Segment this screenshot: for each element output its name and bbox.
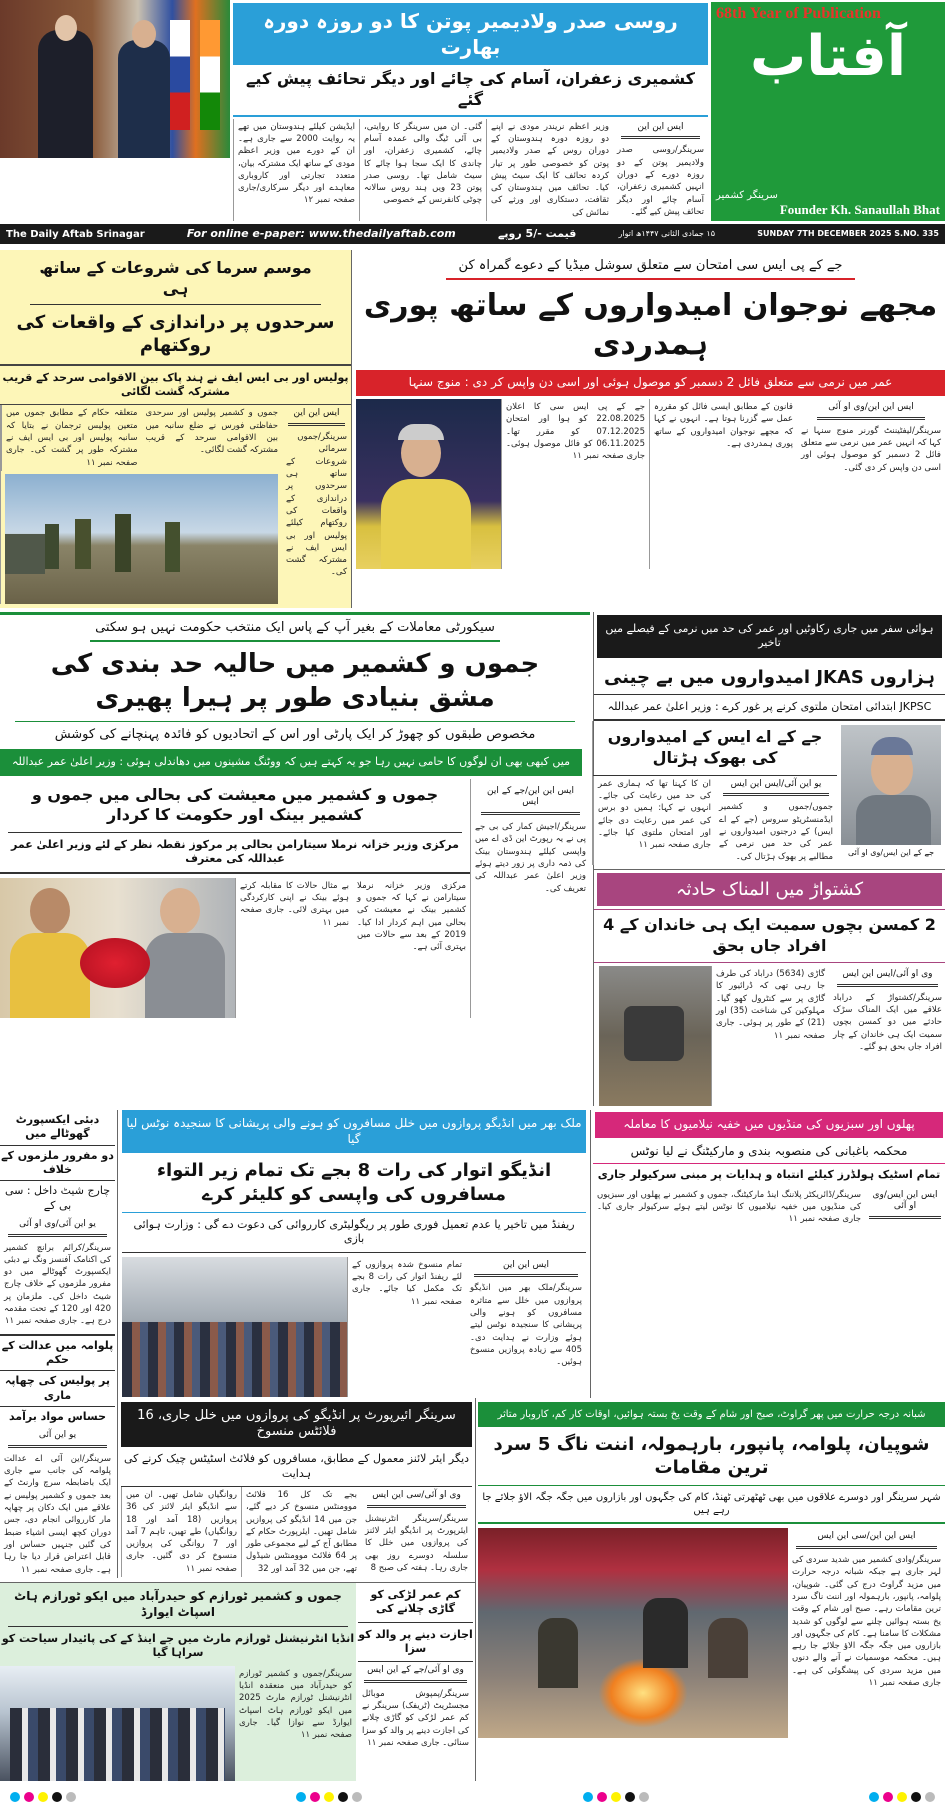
- masthead-logo: آفتاب: [749, 24, 907, 90]
- agency-credit: ایس این ایس/وی او آئی: [869, 1187, 941, 1219]
- minor-driver-story: [356, 1582, 475, 1781]
- article-body: ان کا کہنا تھا کہ ہماری عمر کی حد میں رعایت کی جائے۔ انہوں نے کہا: ہمیں دو برس کی عمر میں رعایت دی جائے اور امتحان ملتوی کیا جائے۔ جاری صفحہ نمبر ۱۱: [598, 778, 711, 851]
- article-body: سرینگر/ڈائریکٹر پلاننگ اینڈ مارکیٹنگ، جموں و کشمیر نے پھلوں اور سبزیوں کی منڈیوں میں خفیہ نیلامیوں کا نوٹس لیتے ہوئے سرکیولر جاری کیا۔ جاری صفحہ نمبر ۱۱: [597, 1189, 861, 1225]
- article-body: ایڈیشن کیلئے ہندوستان میں تھے یہ روایت 2000 سے جاری ہے۔ ان کے دورے میں وزیر اعظم مودی کے ساتھ ایک مشترکہ بیان، متعدد تجارتی اور کاروباری معاہدے اور دیگر سرکاری/جاری صفحہ نمبر ۱۲: [238, 121, 355, 206]
- headline: چارج شیٹ داخل : سی بی کے: [4, 1184, 111, 1212]
- subhead: تمام اسٹیک ہولڈرز کیلئے انتباہ و ہدایات پر مبنی سرکیولر جاری: [597, 1168, 941, 1182]
- blue-strap: ملک بھر میں انڈیگو پروازوں میں خلل مسافروں کو ہونے والی پریشانی کا سنجیدہ نوٹس لیا گیا: [122, 1110, 586, 1153]
- indigo-story: [118, 1110, 590, 1397]
- article-body: گاڑی (5634) دراباد کی طرف جا رہی تھی کہ ڈرائیور کا گاڑی پر سے کنٹرول کھو گیا۔ مہلوکین کی شناخت (35) اور (21) کے طور پر ہوئی۔ جاری صفحہ نمبر ۱۱: [716, 969, 825, 1041]
- headline: سرحدوں پر دراندازی کے واقعات کی روکتھام: [0, 305, 351, 366]
- top-story-headline: روسی صدر ولادیمیر پوتن کا دو روزہ دورہ بھارت: [233, 3, 708, 65]
- subhead: شہر سرینگر اور دوسرے علاقوں میں بھی ٹھٹھرتی ٹھنڈ، کام کی جگہوں اور بازاروں میں جگہ جگہ الاؤ جلائے جا رہے ہیں: [478, 1486, 945, 1524]
- bank-story: [0, 779, 590, 1018]
- subhead: مرکزی وزیر خزانہ نرملا سیتارامن بحالی پر مرکوز نقطہ نظر کے لئے وزیر اعلیٰ عمر عبداللہ کی معترف: [0, 833, 470, 874]
- article-body: سرینگر/کشتواڑ کے دراباد علاقے میں ایک المناک سڑک حادثے میں دو کمسن بچوں سمیت ایک ہی خاندان کے چار افراد جاں بحق ہو گئے۔: [833, 992, 942, 1052]
- mandi-story: [590, 1110, 945, 1397]
- agency-credit: ایس این این: [474, 1257, 578, 1278]
- article-body: مرکزی وزیر خزانہ نرملا سیتارامن نے کہا کہ جموں و کشمیر بینک نے معیشت کی بحالی میں اہم کردار ادا کیا۔ 2019 کے بعد سے حالات میں بہتری آئی ہے۔: [357, 880, 466, 953]
- headline: شوپیان، پلوامہ، پانپور، بارہمولہ، اننت ناگ 5 سرد ترین مقامات: [478, 1427, 945, 1487]
- article-body: سرینگر/اجیش کمار کی بی جے پی نے یہ رپورٹ این ڈی اے میں واپسی کیلئے ہندوستان بینک کی ذمہ داری پر زور دیتے ہوئے وزیر اعلیٰ عمر عبداللہ کی تعریف کی۔: [475, 821, 586, 894]
- purple-strap: کشتواڑ میں المناک حادثہ: [597, 873, 942, 906]
- agency-credit: ایس این این/سی این ایس: [796, 1528, 937, 1549]
- info-bar: [0, 224, 945, 244]
- headline: 2 کمسن بچوں سمیت ایک ہی خاندان کے 4 افراد جاں بحق: [594, 909, 945, 963]
- agency-credit: ایس این این: [288, 405, 345, 426]
- headline: کم عمر لڑکی کو گاڑی چلانے کی: [358, 1583, 473, 1623]
- green-strap: میں کبھی بھی ان لوگوں کا حامی نہیں رہا جو یہ کہتے ہیں کہ ووٹنگ مشینوں میں دھاندلی ہوئی : وزیر اعلیٰ عمر عبداللہ: [0, 749, 582, 775]
- subhead: مخصوص طبقوں کو چھوڑ کر ایک پارٹی اور اس کے اتحادیوں کو فائدہ پہنچانے کی کوشش: [54, 727, 536, 743]
- tourism-story: [0, 1582, 356, 1781]
- headline: اجازت دینے پر والد کو سزا: [358, 1623, 473, 1663]
- top-story-subhead: کشمیری زعفران، آسام کی چائے اور دیگر تحائف پیش کیے گئے: [233, 65, 708, 117]
- year-of-publication: 68th Year of Publication: [716, 5, 881, 22]
- agency-credit: ایس این این: [621, 119, 700, 140]
- article-body: قانون کے مطابق ایسی فائل کو مقررہ عمل سے گزرنا ہوتا ہے۔ انہوں نے کہا کہ مجھے نوجوان امیدواروں کے ساتھ پوری ہمدردی ہے۔: [654, 401, 793, 449]
- airport-story: [118, 1398, 475, 1578]
- headline: ہزاروں JKAS امیدواروں میں بے چینی: [594, 661, 945, 695]
- headline: محکمہ باغبانی کی منصوبہ بندی و مارکیٹنگ نے لیا نوٹس: [593, 1140, 945, 1165]
- masthead: [711, 2, 945, 221]
- agency-credit: وی او آئی/سی این ایس: [367, 1487, 466, 1508]
- black-strap: سرینگر ائیرپورٹ پر انڈیگو کی پروازوں میں خلل جاری، 16 فلائٹس منسوخ: [121, 1402, 472, 1448]
- subhead: پولیس اور بی ایس ایف نے ہند پاک بین الاقوامی سرحد کے قریب مشترکہ گشت لگائی: [0, 366, 351, 406]
- agency-credit: وی او آئی/ایس این ایس: [837, 966, 938, 987]
- article-body: سرینگر/این آئی اے عدالت پلوامہ کی جانب سے جاری ایک باضابطہ سرچ وارنٹ کے بعد جموں و کشمیر پولیس نے علاقے میں ایک دکان پر چھاپہ مار کارروائی انجام دی، جس دوران کچھ ایسی اشیاء ضبط کی گئیں جنہیں حساس اور قابل اعتراض قرار دیا جا رہا ہے۔ جاری صفحہ نمبر ۱۱: [4, 1453, 111, 1575]
- green-strap: شبانہ درجہ حرارت میں پھر گراوٹ، صبح اور شام کے وقت یخ بستہ ہوائیں، اوقات کار کم، کاروبار متاثر: [478, 1402, 945, 1427]
- article-body: بے مثال حالات کا مقابلہ کرتے ہوئے بینک نے اپنی کارکردگی میں بہتری لائی۔ جاری صفحہ نمبر ۱۱: [235, 878, 353, 1018]
- registration-marks: [8, 1787, 78, 1806]
- subhead: دیگر ایئر لائنز معمول کے مطابق، مسافروں کو فلائٹ اسٹیٹس چیک کرنے کی ہدایت: [121, 1447, 472, 1487]
- black-strap: ہوائی سفر میں جاری رکاوٹیں اور عمر کی حد میں نرمی کے فیصلے میں تاخیر: [597, 615, 942, 658]
- headline: جے کے اے ایس کے امیدواروں کی بھوک ہڑتال: [593, 721, 837, 776]
- left-briefs: [0, 1110, 118, 1578]
- headline: دبئی ایکسپورٹ گھوٹالے میں: [0, 1110, 115, 1146]
- date-issue: SUNDAY 7TH DECEMBER 2025 S.NO. 335: [757, 229, 939, 239]
- headline: انڈیگو اتوار کی رات 8 بجے تک تمام زیر التواء مسافروں کی واپسی کو کلیئر کرے: [122, 1153, 586, 1213]
- article-body: جموں و کشمیر پولیس اور سرحدی حفاظتی فورس نے ضلع سانبہ میں بین الاقوامی سرحد کے قریب مشترکہ گشت لگائی۔: [145, 408, 278, 456]
- headline: جموں و کشمیر ٹورازم کو حیدرآباد میں ایکو ٹورازم ہاٹ اسپاٹ ایوارڈ: [8, 1583, 348, 1627]
- agency-credit: یو این آئی: [8, 1427, 107, 1448]
- headline: جموں و کشمیر میں معیشت کی بحالی میں جموں و کشمیر بینک اور حکومت کا کردار: [8, 779, 462, 834]
- headline: حساس مواد برآمد: [8, 1409, 107, 1423]
- article-body: وزیر اعظم نریندر مودی نے اپنے دو روزہ دورہ ہندوستان کے دوران روس کے صدر ولادیمیر پوتن کو خصوصی طور پر تیار کردہ تحائف کا ایک سیٹ پیش کیا۔ تحائف میں ہندوستان کی ثقافت، دستکاری اور ورثے کی نمائش کی: [491, 121, 609, 218]
- agency-credit: یو این آئی/وی او آئی: [8, 1216, 107, 1237]
- price: قیمت -/5 روپے: [497, 227, 577, 241]
- article-body: سرینگر/پمپوش موبائل مجسٹریٹ (ٹریفک) سرینگر نے کم عمر لڑکی کو گاڑی چلانے کی اجازت دینے پر والد کو سزا سنائی۔ جاری صفحہ نمبر ۱۱: [362, 1688, 469, 1749]
- article-body: سرینگر/لیفٹیننٹ گورنر منوج سنہا نے کہا کہ انہیں عمر میں نرمی سے متعلق فائل 2 دسمبر کو موصول ہوئی اور اسی دن واپس کر دی گئی۔: [801, 425, 941, 473]
- border-story: [0, 250, 352, 608]
- putin-modi-photo: [0, 0, 230, 158]
- masthead-city: سرینگر کشمیر: [716, 190, 778, 202]
- registration-marks: [581, 1787, 651, 1806]
- founder-line: Founder Kh. Sanaullah Bhat: [779, 202, 940, 218]
- article-body: سرینگر/جموں و کشمیر ٹورازم کو حیدرآباد میں منعقدہ انڈیا انٹرنیشنل ٹورازم مارٹ 2025 میں ایکو ٹورازم ہاٹ اسپاٹ ایوارڈ سے نوازا گیا۔ جاری صفحہ نمبر ۱۱: [239, 1668, 352, 1741]
- agency-credit: ایس این این/جے کے این ایس: [481, 783, 580, 815]
- jkas-story: [594, 615, 945, 865]
- delimitation-story: [0, 612, 590, 776]
- article-body: روانگیاں شامل تھیں۔ ان میں سے انڈیگو ایئر لائنز کی 36 پروازیں (18 آمد اور 18 روانگیاں) طے تھیں، تاہم 7 آمد اور 7 روانگی کی پروازیں منسوخ کر دی گئیں۔ جاری صفحہ نمبر ۱۱: [126, 1489, 237, 1574]
- headline: پلوامہ میں عدالت کے حکم: [0, 1334, 115, 1372]
- article-body: تمام منسوخ شدہ پروازوں کے لئے ریفنڈ اتوار کی رات 8 بجے تک مکمل کیا جائے۔ جاری صفحہ نمبر ۱۱: [352, 1259, 462, 1307]
- registration-marks-row: [0, 1781, 945, 1810]
- manoj-sinha-photo: [356, 399, 501, 569]
- photo-caption: جے کے این ایس/وی او آئی: [847, 848, 935, 858]
- cold-wave-story: [475, 1398, 945, 1781]
- article-body: جموں/جموں و کشمیر ایڈمنسٹریٹو سروس (جے کے اے ایس) کے درجنوں امیدواروں نے عمر کی حد میں نرمی کے مطالبے پر بھوک ہڑتال کی۔: [719, 802, 833, 862]
- paper-name: The Daily Aftab Srinagar: [6, 228, 145, 240]
- epaper-link[interactable]: For online e-paper: www.thedailyaftab.com: [186, 227, 456, 241]
- kishtwar-story: [594, 869, 945, 1106]
- article-body: سرینگر/سرینگر انٹرنیشنل ایئرپورٹ پر انڈیگو ایئر لائنز کی پروازوں میں خلل کا سلسلہ دوسرے روز بھی جاری رہا۔ ہفتہ کی صبح 8: [365, 1513, 468, 1573]
- sitharaman-omar-photo: [0, 878, 235, 1018]
- article-body: بجے تک کل 16 فلائٹ موومنٹس منسوخ کر دیے گئے، جن میں 14 انڈیگو کی پروازیں شامل تھیں۔ ایئرپورٹ حکام کے مطابق آج کے لیے مجموعی طور پر 64 فلائٹ موومنٹس شیڈول تھے، جن میں 32 آمد اور 32: [246, 1489, 358, 1574]
- subhead: انڈیا انٹرنیشنل ٹورازم مارٹ میں جے اینڈ کے کی پائیدار سیاحت کو سراہا گیا: [1, 1632, 355, 1660]
- article-body: جے کے پی ایس سی کا اعلان 22.08.2025 کو ہوا اور امتحان 07.12.2025 کو مقرر تھا۔ 06.11.2025 کو فائل موصول ہوئی۔ جاری صفحہ نمبر ۱۱: [506, 401, 645, 462]
- agency-credit: ایس این این/وی او آئی: [817, 399, 925, 420]
- registration-marks: [867, 1787, 937, 1806]
- subhead: JKPSC ابتدائی امتحان ملتوی کرنے پر غور کرے : وزیر اعلیٰ عمر عبداللہ: [594, 695, 945, 721]
- main-headline: جموں و کشمیر میں حالیہ حد بندی کی مشق بنیادی طور پر ہیرا پھیری: [15, 642, 575, 723]
- accident-photo: [599, 966, 711, 1106]
- article-body: سرینگر/وادی کشمیر میں شدید سردی کی لہر جاری ہے جبکہ شبانہ درجہ حرارت میں مزید گراوٹ درج کی گئی۔ شوپیان، پلوامہ، پانپور، بارہمولہ اور اننت ناگ سرد ترین مقامات رہے۔ صبح اور شام کے وقت یخ بستہ ہوائیں چلنے سے لوگوں کو شدید مشکلات کا سامنا ہے۔ کام کی جگہوں اور بازاروں میں جگہ جگہ الاؤ جلائے جا رہے ہیں۔ محکمہ موسمیات نے آنے والے دنوں میں مزید سردی کی پیشگوئی کی ہے۔ جاری صفحہ نمبر ۱۱: [792, 1554, 941, 1689]
- article-body: سرینگر/جموں سرمائی شروعات کے ساتھ ہی سرحدوں پر دراندازی کے واقعات کی روکتھام کیلئے پولیس اور بی ایس ایف نے مشترکہ گشت کی۔: [286, 432, 347, 578]
- kicker: جے کے پی ایس سی امتحان سے متعلق سوشل میڈیا کے دعوے گمراہ کن: [446, 258, 855, 280]
- hijri-date: ۱۵ جمادی الثانی ۱۴۴۷ھ اتوار: [618, 229, 715, 239]
- registration-marks: [294, 1787, 364, 1806]
- agency-credit: وی او آئی/جے کے این ایس: [364, 1662, 467, 1683]
- headline: پر پولیس کی چھاپہ ماری: [0, 1371, 115, 1407]
- border-patrol-photo: [5, 474, 278, 604]
- award-group-photo: [0, 1666, 235, 1781]
- red-strap: عمر میں نرمی سے متعلق فائل 2 دسمبر کو موصول ہوئی اور اسی دن واپس کر دی : منوج سنہا: [356, 370, 945, 396]
- article-body: متعلقہ حکام کے مطابق جموں میں متعین پولیس ترجمان نے بتایا کہ سانبہ پولیس اور بی ایس ایف نے مشترکہ طور پر گشت کی۔ جاری صفحہ نمبر ۱۱: [1, 405, 142, 471]
- subhead: ریفنڈ میں تاخیر یا عدم تعمیل فوری طور پر ریگولیٹری کارروائی کی دعوت دے گی : وزارت ہوائی بازی: [122, 1213, 586, 1253]
- headline: موسم سرما کی شروعات کے ساتھ ہی: [30, 258, 321, 305]
- top-story: [233, 0, 708, 221]
- article-body: سرینگر/کرائم برانچ کشمیر کی اکنامک آفنسز ونگ نے دبئی ایکسپورٹ گھوٹالے میں دو مفرور ملزموں کے خلاف چارج شیٹ داخل کی۔ ملزمان پر 420 اور 120 کے تحت مقدمہ درج ہے۔ جاری صفحہ نمبر ۱۱: [4, 1242, 111, 1327]
- agency-credit: یو این آئی/ایس این ایس: [723, 776, 829, 797]
- pink-strap: پھلوں اور سبزیوں کی منڈیوں میں خفیہ نیلامیوں کا معاملہ: [595, 1112, 943, 1138]
- airport-crowd-photo: [122, 1257, 347, 1397]
- article-body: گئی۔ ان میں سرینگر کا روایتی، بی آئی ٹیگ والی عمدہ آسام چائے، کشمیری زعفران، اور چاندی کا ایک سجا ہوا چائے کا سیٹ شامل تھا۔ روسی صدر پوتن 23 ویں ہند روس سالانہ چوٹی کانفرنس کے خصوصی: [364, 121, 483, 206]
- bonfire-photo: [478, 1528, 788, 1738]
- article-body: سرینگر/ملک بھر میں انڈیگو پروازوں میں خلل سے متاثرہ مسافروں کو ہونے والی پریشانی کا سنجیدہ نوٹس لیتے ہوئے وزارت نے ہدایت دی۔ 405 سے زیادہ پروازیں منسوخ ہوئیں۔: [470, 1283, 582, 1368]
- article-body: سرینگر/روسی صدر ولادیمیر پوتن کے دو روزہ دورے کے دوران انہیں کشمیری زعفران، آسام چائے اور دیگر تحائف پیش کیے گئے۔: [617, 145, 704, 217]
- kicker: سیکورٹی معاملات کے بغیر آپ کے پاس ایک منتخب حکومت نہیں ہو سکتی: [90, 620, 500, 642]
- main-headline: مجھے نوجوان امیدواروں کے ساتھ پوری ہمدردی: [363, 288, 938, 363]
- headline: دو مفرور ملزموں کے خلاف: [0, 1146, 115, 1182]
- omar-abdullah-photo: [841, 725, 941, 845]
- jkpsc-story: [352, 250, 945, 608]
